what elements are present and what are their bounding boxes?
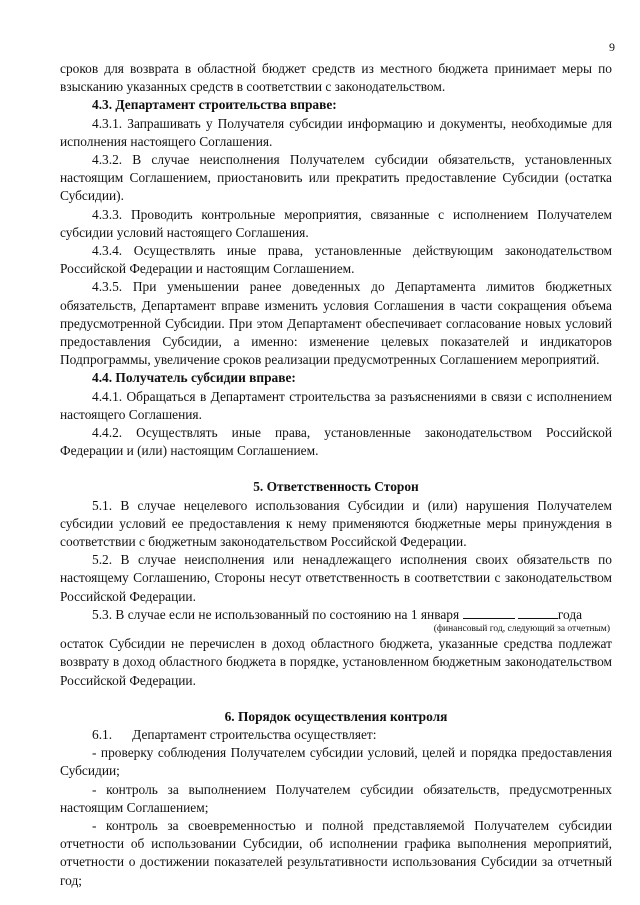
clause-4-3-3: 4.3.3. Проводить контрольные мероприятия, связанные с исполнением Получателем субсидии условий настоящего Соглашения. [60,206,612,240]
clause-4-3-2: 4.3.2. В случае неисполнения Получателем субсидии обязательств, установленных настоящим Соглашением, приостановить или прекратить предоставление Субсидии (остатка Субсидии). [60,152,612,204]
clause-6-1-item-c: - контроль за своевременностью и полной представляемой Получателем субсидии отчетности об использовании Субсидии, об исполнении графика выполнения мероприятий, отчетности о достижении показателей результативности использования Субсидии за отчетный год; [60,817,612,888]
document-body [60,60,612,890]
page-number: 9 [609,40,615,54]
clause-5-3-rest: остаток Субсидии не перечислен в доход областного бюджета, указанные средства подлежат возврату в доход областного бюджета в порядке, установленном бюджетным законодательством Российской Федерации. [60,636,612,688]
clause-4-3-5: 4.3.5. При уменьшении ранее доведенных до Департамента лимитов бюджетных обязательств, Департамент вправе изменить условия Соглашения в части сокращения объема предусмотренной Субсидии. При этом Департамент обеспечивает согласование новых условий предоставления Субсидии, а именно: изменение целевых показателей и индикаторов Подпрограммы, увеличение сроков реализации предусмотренных Соглашением мероприятий. [60,279,612,368]
blank-field [518,606,558,619]
section-5-title: 5. Ответственность Сторон [253,479,419,495]
clause-4-4-1: 4.4.1. Обращаться в Департамент строительства за разъяснениями в связи с исполнением настоящего Соглашения. [60,388,612,422]
heading-4-3: 4.3. Департамент строительства вправе: [92,97,337,113]
clause-5-3-year: года [557,606,583,622]
clause-6-1-item-b: - контроль за выполнением Получателем субсидии обязательств, предусмотренных настоящим Соглашением; [60,781,612,815]
clause-5-3-note: (финансовый год, следующий за отчетным) [433,624,610,635]
section-6-title: 6. Порядок осуществления контроля [224,708,448,724]
clause-5-3-line [60,606,612,624]
clause-6-1: 6.1. Департамент строительства осуществляет: [92,726,377,742]
clause-5-1: 5.1. В случае нецелевого использования Субсидии и (или) нарушения Получателем субсидии условий ее предоставления к нему применяются бюджетные меры принуждения в соответствии с бюджетным законодательством Российской Федерации. [60,497,612,550]
clause-5-3-start: 5.3. В случае если не использованный по состоянию на 1 января [92,606,460,622]
blank-field [463,606,515,619]
clause-4-3-4: 4.3.4. Осуществлять иные права, установленные действующим законодательством Российской Федерации и настоящим Соглашением. [60,243,612,277]
intro-paragraph: сроков для возврата в областной бюджет средств из местного бюджета принимает меры по взысканию указанных средств в соответствии с законодательством. [60,61,612,95]
clause-4-4-2: 4.4.2. Осуществлять иные права, установленные законодательством Российской Федерации и (или) настоящим Соглашением. [60,425,612,459]
clause-5-2: 5.2. В случае неисполнения или ненадлежащего исполнения своих обязательств по настоящему Соглашению, Стороны несут ответственность в соответствии с законодательством Российской Федерации. [60,552,612,604]
clause-6-1-item-a: - проверку соблюдения Получателем субсидии условий, целей и порядка предоставления Субсидии; [60,745,612,779]
heading-4-4: 4.4. Получатель субсидии вправе: [92,370,296,386]
clause-4-3-1: 4.3.1. Запрашивать у Получателя субсидии информацию и документы, необходимые для исполнения настоящего Соглашения. [60,115,612,149]
